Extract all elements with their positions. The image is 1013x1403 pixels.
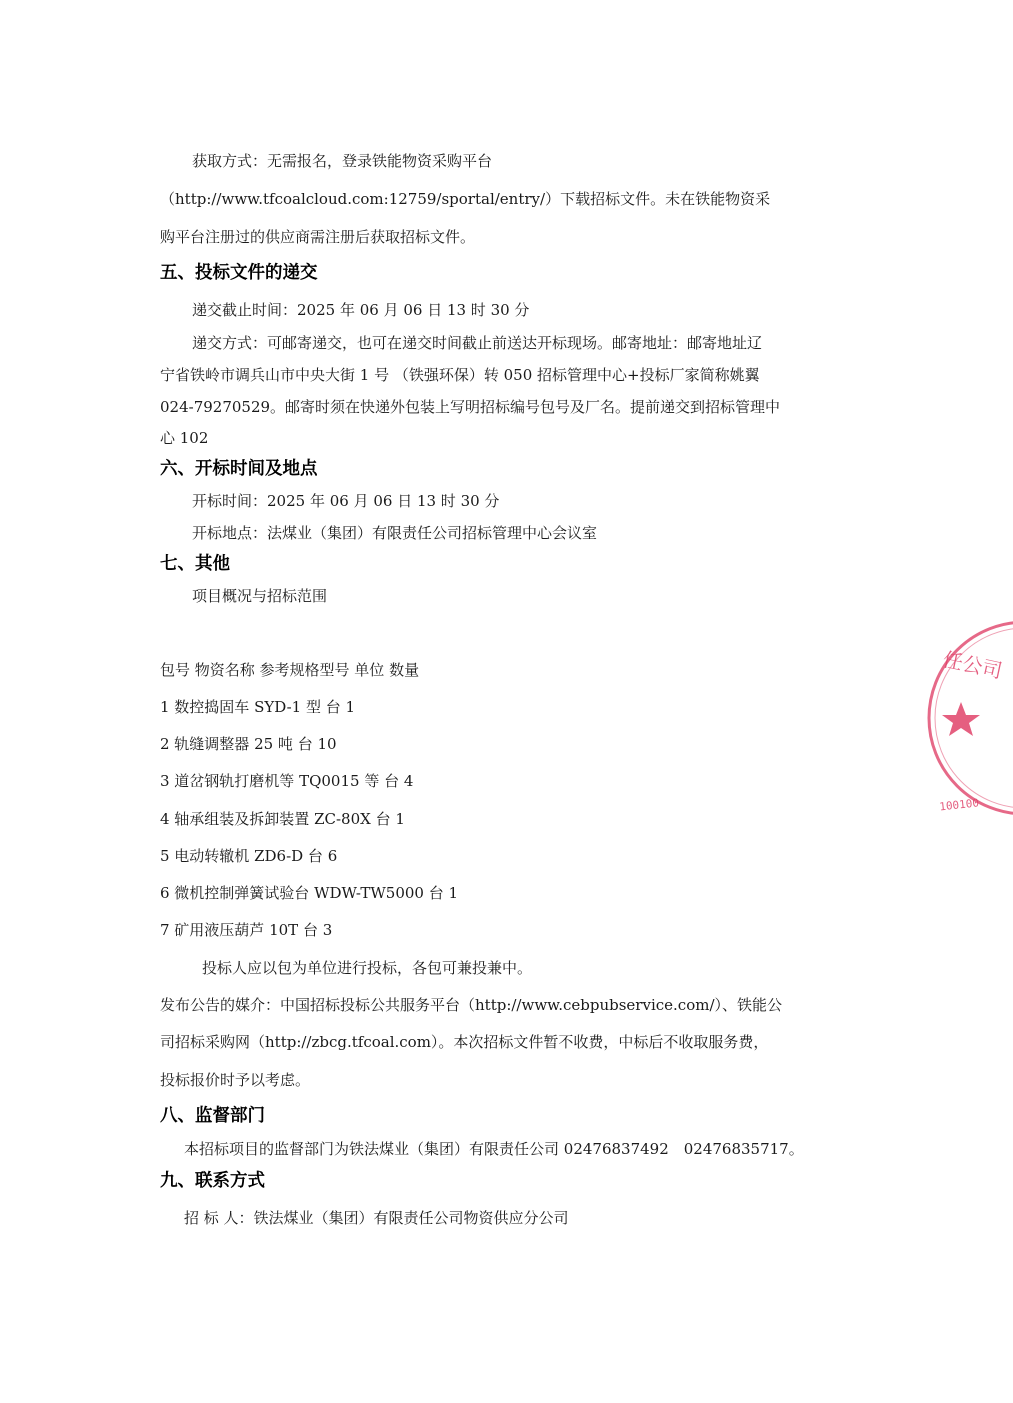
- opening-time: 开标时间：2025 年 06 月 06 日 13 时 30 分: [192, 492, 500, 510]
- acquire-method-line-3: 购平台注册过的供应商需注册后获取招标文件。: [160, 228, 476, 246]
- project-overview-label: 项目概况与招标范围: [192, 587, 328, 605]
- opening-place: 开标地点：法煤业（集团）有限责任公司招标管理中心会议室: [192, 524, 598, 542]
- table-row: 3 道岔钢轨打磨机等 TQ0015 等 台 4: [160, 772, 414, 790]
- table-row: 5 电动转辙机 ZD6-D 台 6: [160, 847, 338, 865]
- table-row: 2 轨缝调整器 25 吨 台 10: [160, 735, 337, 753]
- acquire-method-line-2: （http://www.tfcoalcloud.com:12759/sportal/entry/）下载招标文件。未在铁能物资采: [160, 190, 771, 208]
- section-8-heading: 八、监督部门: [160, 1106, 265, 1126]
- submission-method-line-3: 024-79270529。邮寄时须在快递外包装上写明招标编号包号及厂名。提前递交到招标管理中: [160, 398, 781, 416]
- submission-method-line-2: 宁省铁岭市调兵山市中央大街 1 号 （铁强环保）转 050 招标管理中心+投标厂家简称姚翼: [160, 366, 760, 384]
- section-7-heading: 七、其他: [160, 554, 230, 574]
- table-row: 7 矿用液压葫芦 10T 台 3: [160, 921, 333, 939]
- section-6-heading: 六、开标时间及地点: [160, 459, 318, 479]
- acquire-method-line-1: 获取方式：无需报名，登录铁能物资采购平台: [192, 152, 493, 170]
- supervision-text: 本招标项目的监督部门为铁法煤业（集团）有限责任公司 02476837492 02476835717。: [184, 1140, 804, 1158]
- section-5-heading: 五、投标文件的递交: [160, 263, 318, 283]
- section-9-heading: 九、联系方式: [160, 1171, 265, 1191]
- media-line-1: 发布公告的媒介：中国招标投标公共服务平台（http://www.cebpubservice.com/）、铁能公: [160, 996, 783, 1014]
- table-row: 6 微机控制弹簧试验台 WDW-TW5000 台 1: [160, 884, 459, 902]
- media-line-2: 司招标采购网（http://zbcg.tfcoal.com）。本次招标文件暂不收费，中标后不收取服务费，: [160, 1033, 769, 1051]
- bidder-info: 招 标 人：铁法煤业（集团）有限责任公司物资供应分公司: [184, 1209, 569, 1227]
- seal-text-bottom: 100100: [938, 796, 980, 814]
- table-row: 4 轴承组装及拆卸装置 ZC-80X 台 1: [160, 810, 405, 828]
- media-line-3: 投标报价时予以考虑。: [160, 1071, 311, 1089]
- company-seal: [933, 612, 1013, 824]
- submission-method-line-1: 递交方式：可邮寄递交，也可在递交时间截止前送达开标现场。邮寄地址：邮寄地址辽: [192, 334, 763, 352]
- bid-note: 投标人应以包为单位进行投标，各包可兼投兼中。: [202, 959, 533, 977]
- seal-text-top: 任公司: [940, 647, 1005, 684]
- submission-method-line-4: 心 102: [160, 429, 209, 447]
- table-header: 包号 物资名称 参考规格型号 单位 数量: [160, 661, 420, 679]
- table-row: 1 数控捣固车 SYD-1 型 台 1: [160, 698, 356, 716]
- submission-deadline: 递交截止时间：2025 年 06 月 06 日 13 时 30 分: [192, 301, 530, 319]
